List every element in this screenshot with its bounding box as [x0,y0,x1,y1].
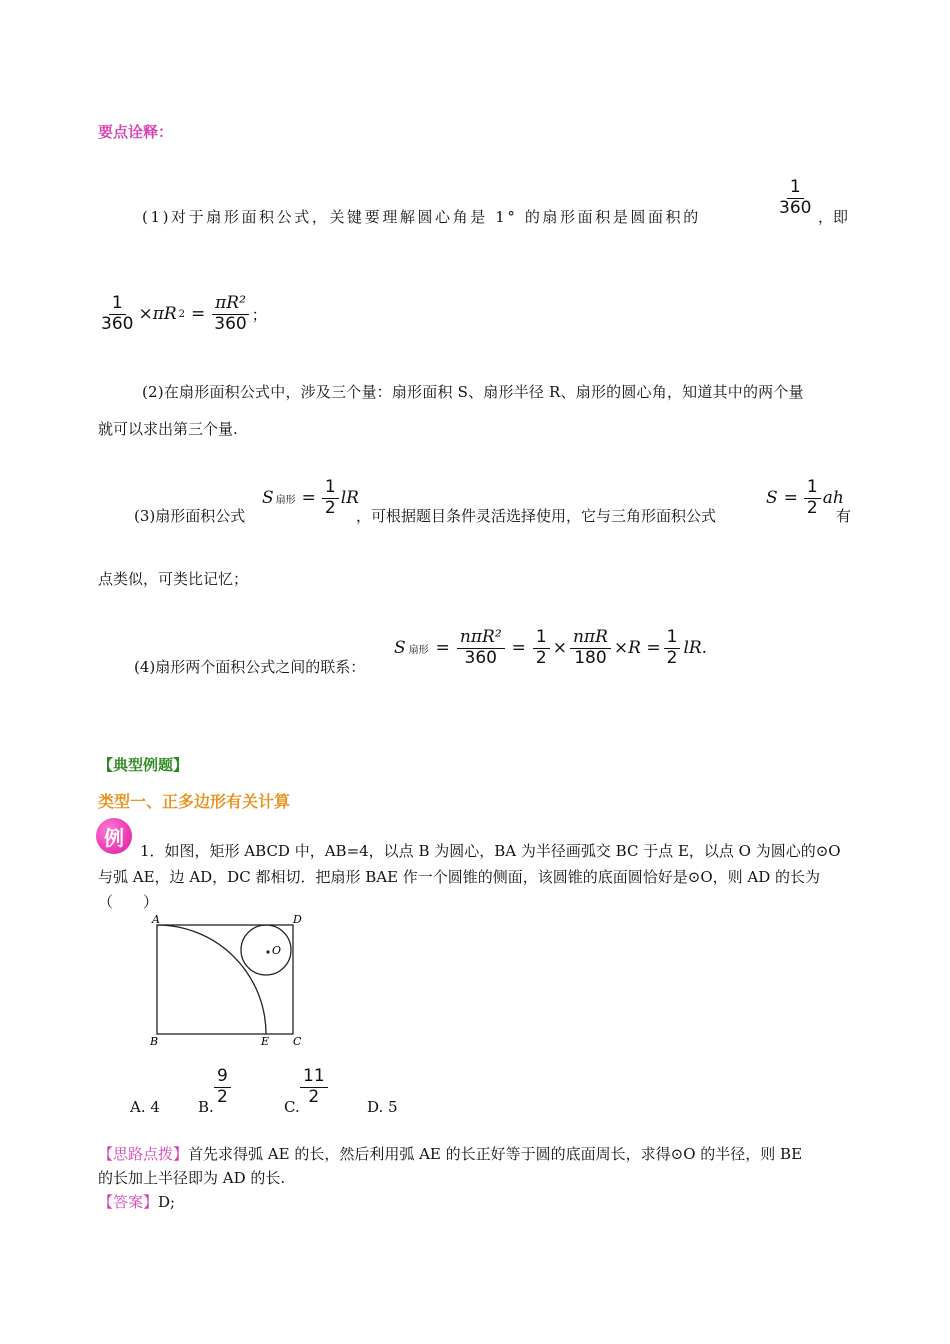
equals: = [191,304,206,325]
circle-o [241,925,291,975]
typical-examples-title: 【典型例题】 [98,756,189,774]
question-line3: （ ） [98,893,159,911]
option-c-fraction [300,1067,328,1107]
exponent: 2 [178,308,186,320]
lr-term: lR [340,488,359,509]
ah-term: ah [822,488,844,509]
label-b: B [150,1035,159,1048]
para-1-after: ，即 [818,208,849,226]
option-d[interactable]: D. 5 [367,1098,398,1116]
option-b-prefix[interactable]: B. [198,1098,214,1116]
semicolon: ； [251,305,267,324]
times-pi-r: ×πR [138,304,177,325]
geometry-figure [140,910,320,1050]
para-3-middle: ，可根据题目条件灵活选择使用，它与三角形面积公式 [356,507,717,525]
frac-num: nπR [570,628,611,649]
label-c: C [293,1035,302,1048]
example-badge-icon: 例 [96,818,132,854]
frac-num: nπR² [457,628,505,649]
frac-num: 1 [109,294,126,315]
para-2-line1: (2)在扇形面积公式中，涉及三个量：扇形面积 S、扇形半径 R、扇形的圆心角，知道其中的两个量 [142,383,804,401]
para-4-formula: S 扇形 = $\frac{\text{nπR²}}{360}$ = $\frac{1}{2}$ × $\frac{\text{nπR}}{180}$ ×R = $\frac{1}{2}$ lR. [394,627,708,668]
equals: = [435,638,450,659]
option-c-prefix[interactable]: C. [284,1098,300,1116]
s-symbol: S [262,488,274,509]
frac-den: 2 [535,647,547,668]
center-o-dot [266,950,269,953]
label-a: A [152,913,160,926]
s-symbol: S [766,488,778,509]
rectangle-abcd [157,925,293,1034]
para-3-line2: 点类似，可类比记忆； [98,570,249,588]
hint-text: 首先求得弧 AE 的长，然后利用弧 AE 的长正好等于圆的底面周长，求得⊙O 的半径，则 BE [188,1145,803,1163]
frac-num: 1 [322,478,339,499]
frac-den: 2 [324,497,336,518]
frac-num: 9 [214,1067,231,1088]
para-2-line2: 就可以求出第三个量. [98,420,238,438]
frac-den: 180 [574,647,607,668]
frac-den: 2 [666,647,678,668]
section-title: 要点诠释： [98,123,174,141]
frac-den: 2 [217,1086,228,1107]
para-3-formula [262,478,359,518]
times: × [552,638,567,659]
frac-den: 360 [214,313,247,334]
option-a[interactable]: A. 4 [130,1098,160,1116]
times-r: ×R = [613,638,661,659]
frac-num: 1 [533,628,550,649]
hint-label: 【思路点拨】 [98,1145,189,1163]
para-1-text: (1)对于扇形面积公式，关键要理解圆心角是 1° 的扇形面积是圆面积的 [142,208,701,226]
para-3-end: 有 [836,507,852,525]
lr-term: lR. [683,638,708,659]
question-line2: 与弧 AE，边 AD，DC 都相切．把扇形 BAE 作一个圆锥的侧面，该圆锥的底面圆恰好是⊙O，则 AD 的长为 [98,868,821,886]
frac-den: 2 [308,1086,320,1107]
frac-num: πR² [212,294,249,315]
answer-line [98,1191,175,1212]
s-subscript: 扇形 [275,494,296,506]
frac-den: 360 [101,313,134,334]
answer-value: D; [158,1193,176,1211]
s-symbol: S [394,638,406,659]
para-4-prefix: (4)扇形两个面积公式之间的联系： [134,658,366,676]
type-title: 类型一、正多边形有关计算 [98,792,291,811]
triangle-formula: S = $\frac{1}{2}$ ah [766,477,844,518]
s-subscript: 扇形 [408,644,429,656]
label-o: O [272,944,282,957]
para-3-prefix: (3)扇形面积公式 [134,507,246,525]
frac-num: 11 [300,1067,328,1088]
option-b-fraction [214,1067,231,1107]
frac-num: 1 [787,178,804,199]
frac-den: 360 [464,647,497,668]
equals: = [301,488,316,509]
label-d: D [293,913,302,926]
arc-ae [157,925,266,1034]
label-e: E [261,1035,270,1048]
frac-den: 360 [779,197,812,218]
question-line1: 1．如图，矩形 ABCD 中，AB=4，以点 B 为圆心，BA 为半径画弧交 BC 于点 E，以点 O 为圆心的⊙O [140,842,841,860]
hint-line1 [98,1143,802,1164]
hint-line2: 的长加上半径即为 AD 的长. [98,1169,286,1187]
frac-num: 1 [664,628,681,649]
para-1-formula [98,294,267,334]
para-1-fraction [776,178,814,218]
answer-label: 【答案】 [98,1193,159,1211]
